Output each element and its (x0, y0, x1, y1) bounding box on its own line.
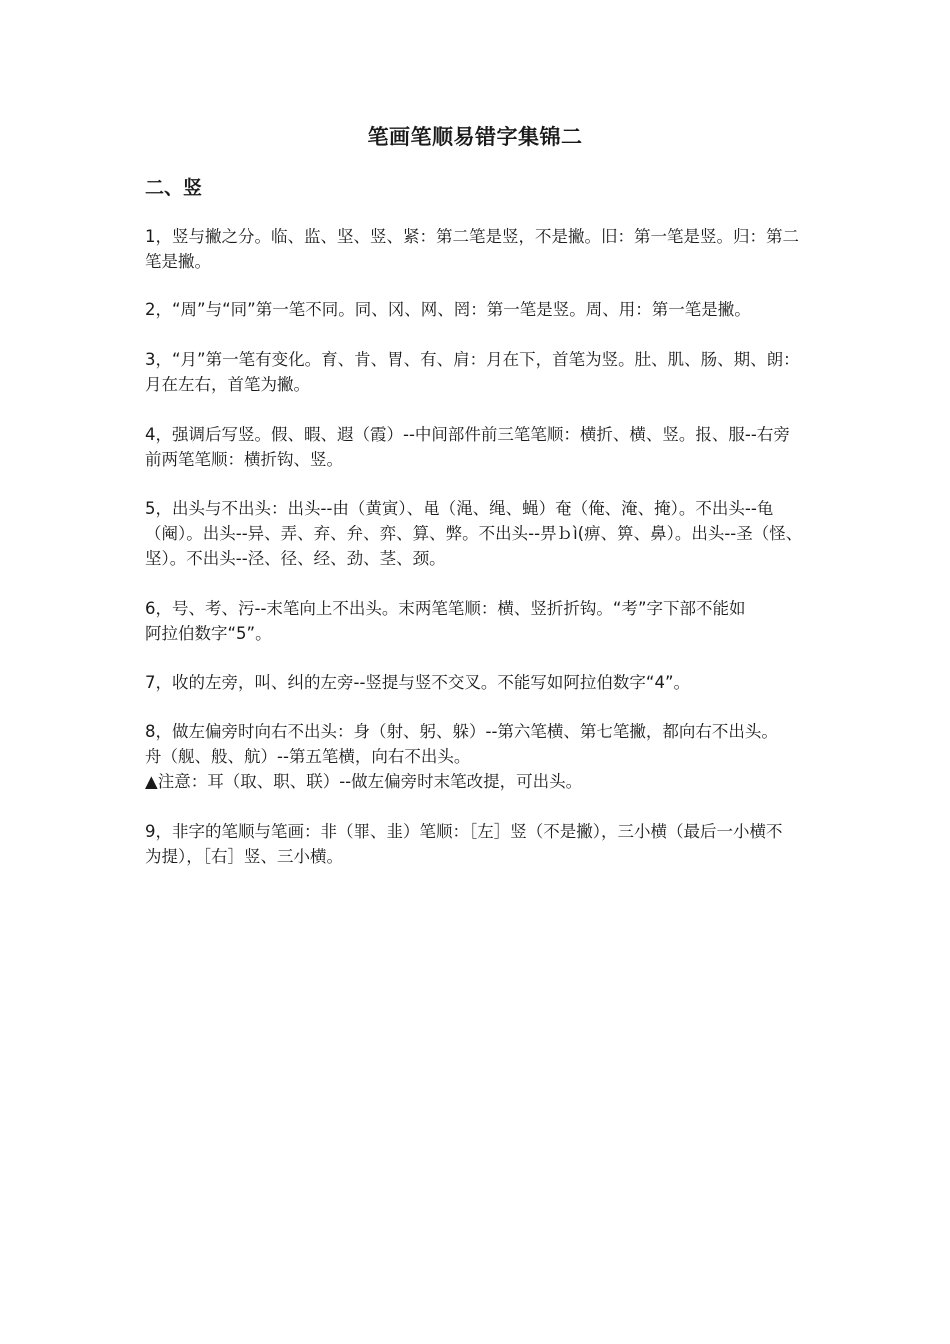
paragraph-line: 坚）。不出头--泾、径、经、劲、茎、颈。 (145, 549, 446, 568)
paragraph-line: 6，号、考、污--末笔向上不出头。末两笔笔顺：横、竖折折钩。“考”字下部不能如 (145, 599, 746, 618)
paragraph-line: 2，“周”与“同”第一笔不同。同、冈、网、罔：第一笔是竖。周、用：第一笔是撇。 (145, 300, 751, 319)
paragraph-3 (145, 347, 815, 397)
paragraph-line: 9，非字的笔顺与笔画：非（罪、韭）笔顺：［左］竖（不是撇），三小横（最后一小横不 (145, 822, 783, 841)
paragraph-line: 前两笔笔顺：横折钩、竖。 (145, 450, 343, 469)
note-line: ▲注意：耳（取、职、联）--做左偏旁时末笔改提，可出头。 (145, 772, 583, 791)
section-heading: 二、竖 (145, 177, 203, 199)
paragraph-line: 5，出头与不出头：出头--由（黄寅）、黾（渑、绳、蝇）奄（俺、淹、掩）。不出头--龟 (145, 499, 774, 518)
paragraph-2 (145, 297, 815, 322)
paragraph-1 (145, 224, 815, 274)
paragraph-9 (145, 819, 815, 869)
paragraph-8 (145, 719, 815, 794)
paragraph-4 (145, 422, 815, 472)
paragraph-line: 1，竖与撇之分。临、监、坚、竖、紧：第二笔是竖，不是撇。旧：第一笔是竖。归：第二 (145, 227, 799, 246)
paragraph-line: 舟（舰、般、航）--第五笔横，向右不出头。 (145, 747, 471, 766)
paragraph-line: 7，收的左旁，叫、纠的左旁--竖提与竖不交叉。不能写如阿拉伯数字“4”。 (145, 673, 690, 692)
paragraph-line: （阉）。出头--异、弄、弃、弁、弈、算、弊。不出头--畀ｂì(痹、箅、鼻）。出头--圣（怪、 (145, 524, 803, 543)
paragraph-line: 为提），［右］竖、三小横。 (145, 847, 343, 866)
document-title: 笔画笔顺易错字集锦二 (367, 125, 583, 149)
paragraph-line: 月在左右，首笔为撇。 (145, 375, 310, 394)
paragraph-line: 笔是撇。 (145, 252, 211, 271)
paragraph-line: 3，“月”第一笔有变化。育、肯、胃、有、肩：月在下，首笔为竖。肚、肌、肠、期、朗： (145, 350, 800, 369)
paragraph-6 (145, 596, 815, 646)
paragraph-7 (145, 670, 815, 695)
paragraph-5 (145, 496, 815, 571)
paragraph-line: 阿拉伯数字“5”。 (145, 624, 272, 643)
paragraph-line: 4，强调后写竖。假、暇、遐（霞）--中间部件前三笔笔顺：横折、横、竖。报、服--右旁 (145, 425, 790, 444)
paragraph-line: 8，做左偏旁时向右不出头：身（射、躬、躲）--第六笔横、第七笔撇，都向右不出头。 (145, 722, 778, 741)
